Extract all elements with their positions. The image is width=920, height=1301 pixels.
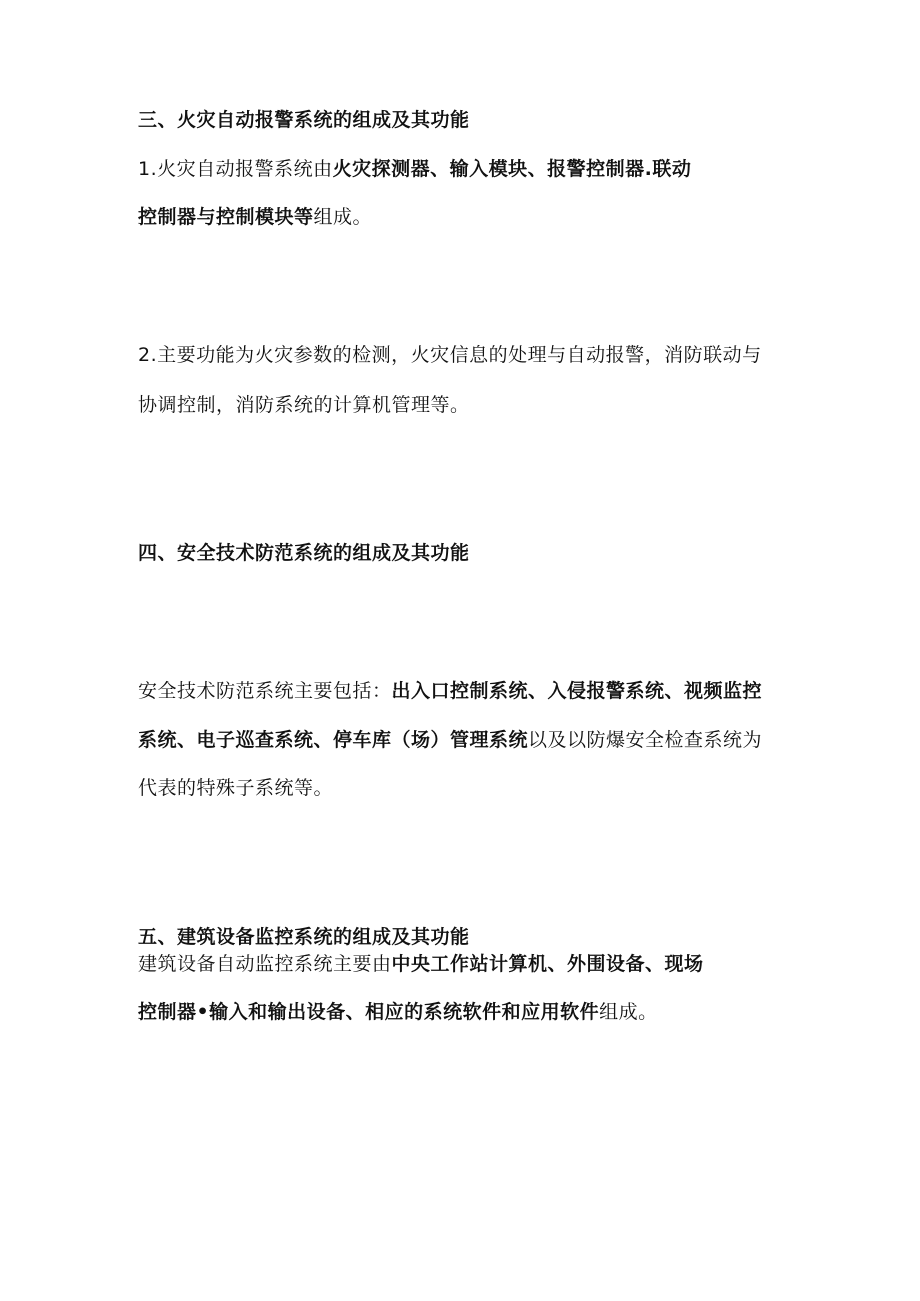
section-4-p1-line-2-normal: 以及以防爆安全检查系统为 [528, 729, 763, 751]
section-4-p1-line-2 [138, 727, 762, 753]
section-3-p2-line-1: 2.主要功能为火灾参数的检测，火灾信息的处理与自动报警，消防联动与 [138, 344, 762, 366]
section-4-p1-line-2-bold: 系统、电子巡查系统、停车库（场）管理系统 [138, 729, 529, 751]
section-3-p1-line-2-bold: 控制器与控制模块等 [138, 206, 314, 228]
section-4-p1-line-1 [138, 678, 762, 704]
section-3-p1-line-2-normal: 组成。 [313, 206, 373, 228]
section-4-p1-line-1-normal: 安全技术防范系统主要包括： [138, 680, 392, 702]
section-3-p1-line-2 [138, 204, 372, 230]
section-3-p1-line-1 [138, 156, 691, 182]
section-4-p1-line-1-bold: 出入口控制系统、入侵报警系统、视频监控 [391, 680, 763, 702]
section-5-p1-line-2-normal: 组成。 [599, 1001, 658, 1023]
section-4-p1-line-3: 代表的特殊子系统等。 [138, 777, 334, 799]
section-5-heading: 五、建筑设备监控系统的组成及其功能 [138, 926, 470, 948]
section-3-p2-line-2: 协调控制，消防系统的计算机管理等。 [138, 394, 470, 416]
section-5-p1-line-2 [138, 999, 658, 1025]
section-5-p1-line-1 [138, 951, 704, 977]
section-3-p1-line-1-normal: 1.火灾自动报警系统由 [138, 158, 333, 180]
section-3-p1-line-1-bold: 火灾探测器、输入模块、报警控制器.联动 [332, 158, 692, 180]
section-5-p1-line-2-bold: 控制器•输入和输出设备、相应的系统软件和应用软件 [138, 1001, 600, 1023]
section-4-heading: 四、安全技术防范系统的组成及其功能 [138, 542, 470, 564]
section-5-p1-line-1-bold: 中央工作站计算机、外围设备、现场 [391, 953, 704, 975]
section-5-p1-line-1-normal: 建筑设备自动监控系统主要由 [138, 953, 392, 975]
section-3-heading: 三、火灾自动报警系统的组成及其功能 [138, 109, 470, 131]
